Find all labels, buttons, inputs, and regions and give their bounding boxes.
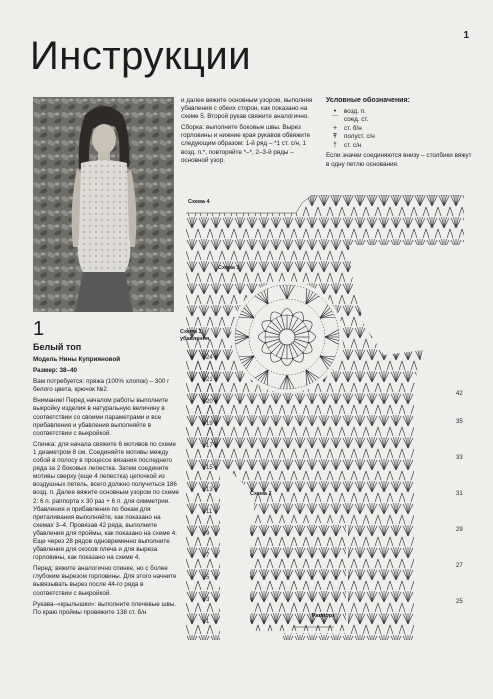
row-number: 15 bbox=[206, 465, 213, 471]
row-number: 20 bbox=[206, 399, 213, 405]
row-number: 5 bbox=[206, 575, 210, 581]
model-author: Модель Нины Куприяновой bbox=[33, 356, 121, 363]
left-column bbox=[33, 318, 180, 620]
article-title: Белый топ bbox=[33, 342, 82, 352]
row-number: 11 bbox=[206, 509, 213, 515]
sleeve-paragraph: Рукава–«крылышки»: выполните плечевые швы. По краю проймы провяжите 138 ст. б/н bbox=[33, 600, 177, 616]
row-number: 33 bbox=[456, 455, 463, 461]
legend-item: † ст. с/н bbox=[326, 142, 476, 151]
row-number: 7 bbox=[206, 553, 210, 559]
row-number: 25 bbox=[456, 599, 463, 605]
row-number: 9 bbox=[206, 531, 210, 537]
legend-item: + ст. б/н bbox=[326, 125, 476, 134]
attention-paragraph: Внимание! Перед началом работы выполните выкройку изделия в натуральную величину в соответствии со своими параметрами и все прибавления и убавления выполняйте в соответствии с выкройкой. bbox=[33, 397, 169, 437]
crochet-diagrams bbox=[174, 195, 474, 645]
rapport-label: Раппорт bbox=[312, 613, 335, 619]
row-number: 17 bbox=[206, 443, 213, 449]
page-title: Инструкции bbox=[30, 34, 252, 78]
scheme-3-label: Схема 3, убавления bbox=[180, 329, 210, 342]
model-photo-image bbox=[33, 97, 174, 312]
symbol-legend bbox=[326, 97, 476, 169]
motif-diagram bbox=[231, 281, 343, 393]
row-number: 42 bbox=[456, 391, 463, 397]
scheme-1-label: Схема 1 bbox=[218, 265, 240, 271]
row-number: 21 bbox=[206, 377, 213, 383]
row-number: 24 bbox=[206, 355, 213, 361]
legend-item: • возд. п. bbox=[326, 107, 476, 116]
row-number: 35 bbox=[456, 419, 463, 425]
page-number: 1 bbox=[463, 30, 469, 41]
half-double-crochet-icon: Ŧ bbox=[332, 133, 338, 141]
slip-stitch-icon: ⌒ bbox=[331, 116, 339, 124]
middle-column bbox=[181, 97, 321, 168]
sleeve-continued-paragraph: и далее вяжите основным узором, выполняя убавления с обеих сторон, как показано на схеме 5. Второй рукав свяжите аналогично. bbox=[181, 97, 313, 121]
model-photo bbox=[33, 97, 174, 312]
chain-stitch-icon: • bbox=[333, 107, 337, 115]
row-number: 31 bbox=[456, 491, 463, 497]
size-line: Размер: 38–40 bbox=[33, 367, 78, 375]
article-number: 1 bbox=[33, 318, 45, 340]
double-crochet-icon: † bbox=[333, 141, 337, 149]
row-number: 19 bbox=[206, 421, 213, 427]
back-paragraph: Спинка: для начала свяжите 6 мотивов по схеме 1 диаметром 8 см. Соединяйте мотивы между собой в полосу в процессе вязания последнего ряда за 2 боковых лепестка. Затем соедините мотивы сверху (еще 4 лепестка) цепочкой из воздушных петель, всего должно получиться 186 возд. п. Далее вяжите основным узором по схеме 2: 6 п. раппорта х 30 раз + 6 п. для симметрии. Убавления и прибавления по бокам для приталивания выполняйте, как показано на схемах 3–4. Провязав 42 ряда, выполните убавления для проймы, как показано на схеме 4. Еще через 28 рядов одновременно выполните убавления для скосов плеча и для выреза горловины, как показано на схеме 4. bbox=[33, 440, 180, 562]
row-number: 1 bbox=[206, 619, 210, 625]
single-crochet-icon: + bbox=[332, 124, 338, 132]
row-number: 27 bbox=[456, 563, 463, 569]
legend-item: ⌒ соед. ст. bbox=[326, 116, 476, 125]
legend-title: Условные обозначения: bbox=[326, 97, 410, 104]
row-number: 13 bbox=[206, 487, 213, 493]
materials-paragraph: Вам потребуется: пряжа (100% хлопок) – 300 г белого цвета, крючок №2. bbox=[33, 378, 170, 394]
scheme-4-label: Схема 4 bbox=[188, 199, 210, 205]
scheme-2-label: Схема 2 bbox=[250, 491, 272, 497]
crochet-diagram-drawing bbox=[174, 195, 474, 645]
legend-item: Ŧ полуст. с/н bbox=[326, 133, 476, 142]
legend-note: Если значки соединяются внизу – столбики вяжут в одну петлю основания. bbox=[326, 152, 472, 168]
assembly-paragraph: Сборка: выполните боковые швы. Вырез горловины и нижние края рукавов обвяжите следующим образом: 1-й ряд – *1 ст. с/н, 1 возд. п.*, повторяйте *–*, 2–3-й ряды – основной узор. bbox=[181, 124, 311, 164]
row-number: 3 bbox=[206, 597, 210, 603]
front-paragraph: Перед: вяжите аналогично спинке, но с более глубоким вырезом горловины. Для этого начните вывязывать вырез после 44-го ряда в соответствии с выкройкой. bbox=[33, 565, 177, 597]
row-number: 29 bbox=[456, 527, 463, 533]
